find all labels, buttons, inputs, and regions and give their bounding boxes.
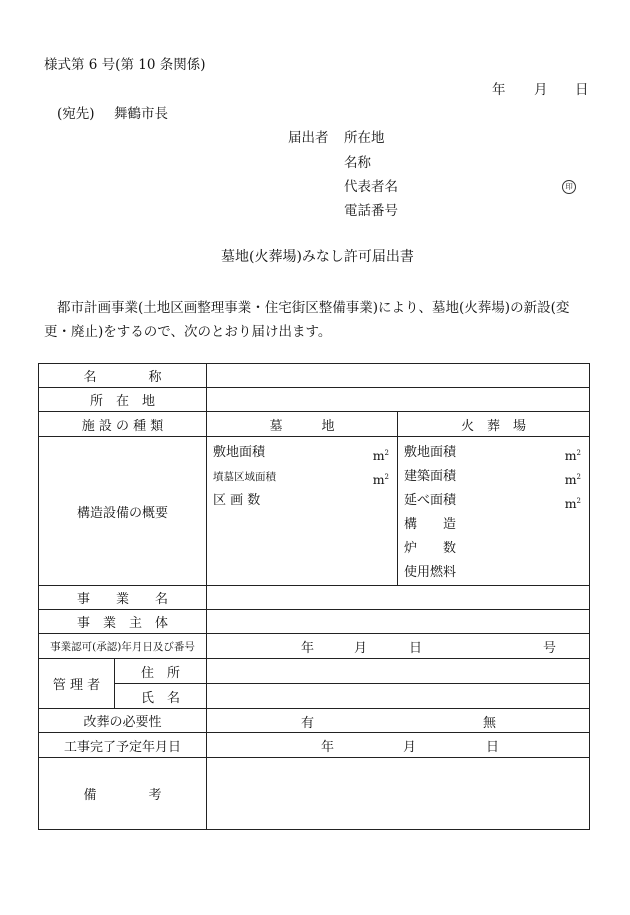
crematorium-building-area: 建築面積 $m^2$ (404, 469, 582, 488)
manager-address-label: 住 所 (115, 659, 207, 684)
approval-date-value[interactable]: 年 月 日 号 (207, 634, 590, 659)
applicant-representative-label: 代表者名 (344, 179, 398, 195)
project-owner-label: 事 業 主 体 (39, 610, 207, 634)
name-label: 名 称 (39, 364, 207, 388)
remarks-value[interactable] (207, 758, 590, 830)
addressee: 舞鶴市長 (114, 106, 168, 122)
cemetery-header: 墓 地 (207, 412, 398, 437)
facility-type-label: 施 設 の 種 類 (39, 412, 207, 437)
crematorium-site-area: 敷地面積 $m^2$ (404, 445, 582, 464)
crematorium-header: 火 葬 場 (398, 412, 590, 437)
crematorium-floor-area: 延べ面積 $m^2$ (404, 493, 582, 512)
location-value[interactable] (207, 388, 590, 412)
completion-date-value[interactable]: 年 月 日 (207, 733, 590, 758)
manager-label: 管 理 者 (39, 659, 115, 709)
date-month-label: 月 (534, 82, 548, 98)
manager-address-value[interactable] (207, 659, 590, 684)
location-label: 所 在 地 (39, 388, 207, 412)
document-title: 墓地(火葬場)みなし許可届出書 (221, 249, 414, 265)
name-value[interactable] (207, 364, 590, 388)
remarks-label: 備 考 (39, 758, 207, 830)
cemetery-site-area: 敷地面積 $m^2$ (213, 445, 390, 464)
crematorium-furnace-count: 炉 数 (404, 541, 457, 556)
cemetery-details[interactable] (207, 437, 398, 586)
structure-overview-label: 構造設備の概要 (39, 437, 207, 586)
cemetery-plot-count: 区 画 数 (213, 493, 261, 508)
crematorium-details[interactable] (398, 437, 590, 586)
project-owner-value[interactable] (207, 610, 590, 634)
reburial-yes: 有 (301, 715, 315, 731)
project-name-value[interactable] (207, 586, 590, 610)
reburial-no: 無 (483, 715, 497, 731)
completion-date-label: 工事完了予定年月日 (39, 733, 207, 758)
form-number: 様式第 6 号(第 10 条関係) (44, 57, 206, 73)
approval-date-label: 事業認可(承認)年月日及び番号 (39, 634, 207, 659)
applicant-name-label: 名称 (344, 155, 371, 171)
crematorium-fuel: 使用燃料 (404, 565, 457, 580)
manager-name-value[interactable] (207, 684, 590, 709)
seal-icon: 印 (562, 177, 576, 194)
date-day-label: 日 (575, 82, 589, 98)
addressee-label: (宛先) (57, 106, 95, 122)
project-name-label: 事 業 名 (39, 586, 207, 610)
manager-name-label: 氏 名 (115, 684, 207, 709)
applicant-label: 届出者 (288, 130, 329, 146)
applicant-address-label: 所在地 (344, 130, 385, 146)
application-form-table (38, 363, 590, 830)
reburial-need-value[interactable] (207, 709, 590, 733)
body-text-line-1: 都市計画事業(土地区画整理事業・住宅街区整備事業)により、墓地(火葬場)の新設(変 (57, 300, 570, 316)
applicant-phone-label: 電話番号 (344, 203, 398, 219)
crematorium-structure: 構 造 (404, 517, 457, 532)
body-text-line-2: 更・廃止)をするので、次のとおり届け出ます。 (44, 324, 332, 340)
cemetery-grave-area: 墳墓区域面積 $m^2$ (213, 471, 390, 488)
reburial-need-label: 改葬の必要性 (39, 709, 207, 733)
date-year-label: 年 (492, 82, 506, 98)
